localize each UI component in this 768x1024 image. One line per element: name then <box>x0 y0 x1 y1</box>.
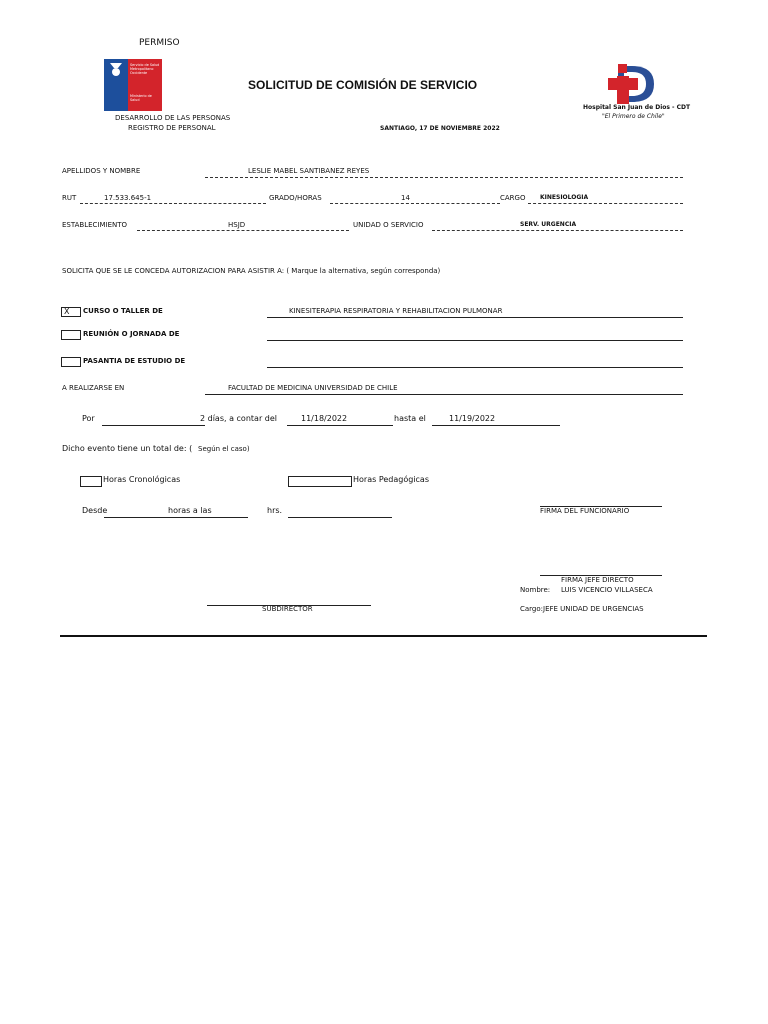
rut-line <box>80 203 266 204</box>
page-title: SOLICITUD DE COMISIÓN DE SERVICIO <box>248 78 478 92</box>
request-text: SOLICITA QUE SE LE CONCEDA AUTORIZACION PARA ASISTIR A: ( Marque la alternativa, según corresponda) <box>62 267 441 275</box>
minsal-logo <box>104 59 162 111</box>
from-date-line <box>287 425 393 426</box>
minsal-logo-line2: Metropolitano <box>130 67 154 71</box>
establecimiento-line <box>137 230 349 231</box>
from-date: 11/18/2022 <box>301 414 348 423</box>
hrs-label: hrs. <box>267 506 283 515</box>
hrs-line <box>288 517 392 518</box>
subdirector-label: SUBDIRECTOR <box>262 605 313 613</box>
apellidos-line <box>205 177 683 178</box>
rut-value: 17.533.645-1 <box>104 194 152 202</box>
firma-funcionario-label: FIRMA DEL FUNCIONARIO <box>540 507 630 515</box>
option-curso-value: KINESITERAPIA RESPIRATORIA Y REHABILITACION PULMONAR <box>289 307 503 315</box>
apellidos-value: LESLIE MABEL SANTIBANEZ REYES <box>248 167 370 175</box>
cargo-jefe-line: Cargo:JEFE UNIDAD DE URGENCIAS <box>520 605 644 613</box>
to-date: 11/19/2022 <box>449 414 496 423</box>
grado-line <box>330 203 500 204</box>
realizarse-line <box>205 394 683 395</box>
grado-label: GRADO/HORAS <box>269 194 322 202</box>
unidad-value: SERV. URGENCIA <box>520 221 577 228</box>
realizarse-value: FACULTAD DE MEDICINA UNIVERSIDAD DE CHILE <box>228 384 398 392</box>
cargo-label: CARGO <box>500 194 526 202</box>
option-curso-mark: X <box>64 307 70 316</box>
option-curso-line <box>267 317 683 318</box>
dept-line1: DESARROLLO DE LAS PERSONAS <box>115 114 231 122</box>
option-pasantia-line <box>267 367 683 368</box>
hospital-slogan: "El Primero de Chile" <box>602 113 665 120</box>
pedagogicas-label: Horas Pedagógicas <box>353 475 429 484</box>
por-label: Por <box>82 414 95 423</box>
horas-a-las-label: horas a las <box>168 506 212 515</box>
hasta-label: hasta el <box>394 414 426 423</box>
total-text: Dicho evento tiene un total de: ( <box>62 444 193 453</box>
por-line <box>102 425 205 426</box>
option-curso-label: CURSO O TALLER DE <box>83 307 163 315</box>
realizarse-label: A REALIZARSE EN <box>62 384 125 392</box>
option-curso-checkbox[interactable] <box>61 307 81 317</box>
unidad-line <box>432 230 683 231</box>
dias-text: 2 días, a contar del <box>200 414 277 423</box>
date-line: SANTIAGO, 17 DE NOVIEMBRE 2022 <box>380 125 500 132</box>
option-pasantia-label: PASANTIA DE ESTUDIO DE <box>83 357 186 365</box>
minsal-logo-line1: Servicio de Salud <box>130 63 160 67</box>
footer-rule <box>60 635 707 637</box>
unidad-label: UNIDAD O SERVICIO <box>353 221 424 229</box>
establecimiento-label: ESTABLECIMIENTO <box>62 221 128 229</box>
cronologicas-label: Horas Cronológicas <box>103 475 181 484</box>
desde-line <box>104 517 248 518</box>
hospital-name: Hospital San Juan de Dios - CDT <box>583 104 691 111</box>
minsal-logo-line5: Salud <box>130 98 140 102</box>
minsal-logo-line3: Occidente <box>130 71 148 75</box>
nombre-label: Nombre: <box>520 586 551 594</box>
to-date-line <box>432 425 560 426</box>
pedagogicas-checkbox[interactable] <box>288 476 352 487</box>
option-reunion-label: REUNIÓN O JORNADA DE <box>83 330 180 338</box>
option-reunion-line <box>267 340 683 341</box>
permiso-label: PERMISO <box>139 38 180 48</box>
firma-jefe-label: FIRMA JEFE DIRECTO <box>561 576 634 584</box>
total-note: Según el caso) <box>198 445 250 453</box>
dept-line2: REGISTRO DE PERSONAL <box>128 124 216 132</box>
grado-value: 14 <box>401 194 410 202</box>
nombre-value: LUIS VICENCIO VILLASECA <box>561 586 653 594</box>
option-reunion-checkbox[interactable] <box>61 330 81 340</box>
minsal-logo-line4: Ministerio de <box>130 94 152 98</box>
option-pasantia-checkbox[interactable] <box>61 357 81 367</box>
apellidos-label: APELLIDOS Y NOMBRE <box>62 167 141 175</box>
establecimiento-value: HSJD <box>228 221 246 229</box>
cargo-value: KINESIOLOGIA <box>540 194 589 201</box>
cronologicas-checkbox[interactable] <box>80 476 102 487</box>
cargo-line <box>528 203 683 204</box>
rut-label: RUT <box>62 194 77 202</box>
desde-label: Desde <box>82 506 108 515</box>
